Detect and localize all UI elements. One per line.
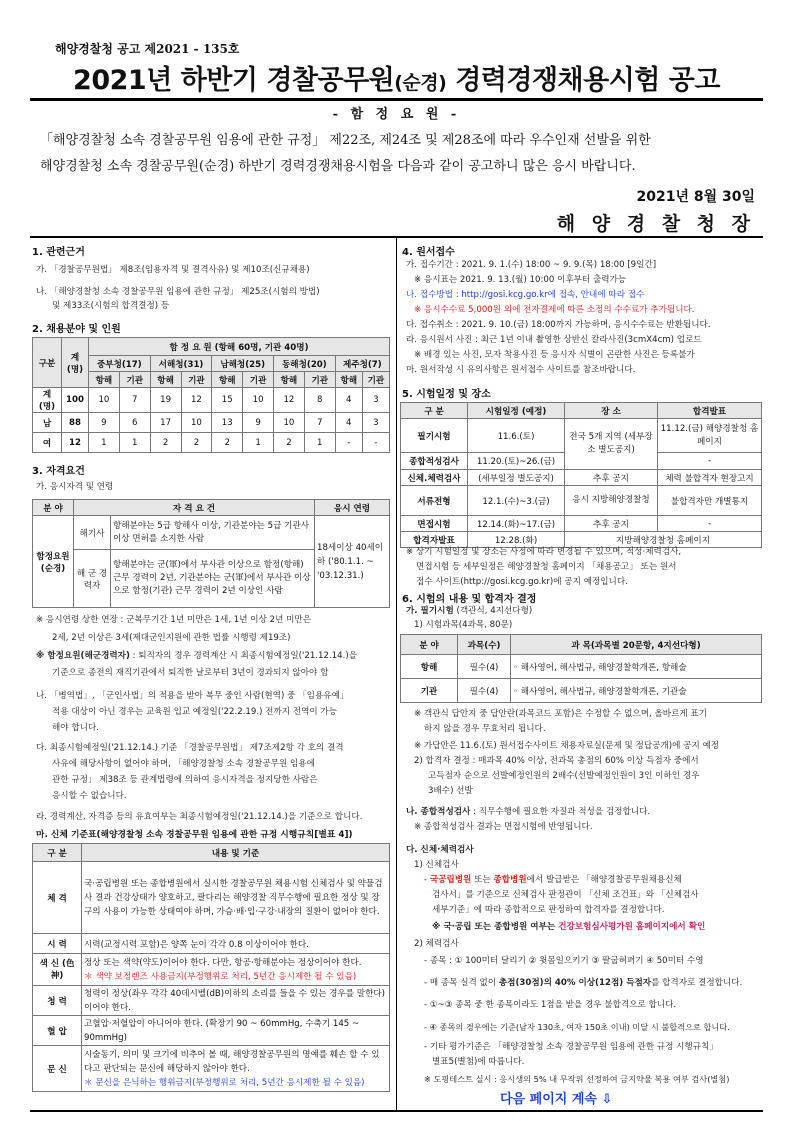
title-end: 경력경쟁채용시험 공고 [446,65,720,96]
rt-cell: 1 [304,433,335,453]
rt-cell: 9 [243,413,274,433]
rt-cell: 6 [119,413,150,433]
s6-c1a-or: 또는 [471,875,494,885]
rt-h-total: 함 정 요 원 (항해 60명, 기관 40명) [89,338,390,356]
bt-label: 체 격 [33,862,82,934]
rt-cell: - [335,433,362,453]
rt-cell: 2 [181,433,212,453]
qt-r2-text: 항해분야는 군(軍)에서 부사관 이상으로 함정(항해) 근무 경력이 2년, 기관분야는 군(軍)에서 부사관 이상으로 함정(기관) 근무 경력이 2년 이상인 사람 [111,550,315,608]
s4-item-c: 다. 접수취소 : 2021. 9. 10.(금) 18:00까지 가능하며, 응시수수료는 반환됩니다. [406,320,711,330]
table-row [401,486,762,516]
st-result: - [658,516,762,532]
rt-cell: 15 [212,388,243,413]
rt-sub: 기관 [119,372,150,388]
bt-text: 국·공립병원 또는 종합병원에서 실시한 경찰공무원 채용시험 신체검사 및 약물검사 결과 건강상태가 양호하고, 팔다리는 해양경찰 직무수행에 필요한 정상 및 장구의 사용이 가능한 상태여야 하며, 가슴·배·입·구강·내장의 질환이 없어야 한다. [82,862,390,934]
st-label: 신체.체력검사 [401,470,468,486]
rt-sub: 항해 [212,372,243,388]
bt-label: 청 력 [33,986,82,1016]
sj-field: 항해 [401,655,458,679]
table-row [33,433,390,453]
intro-line-1: 「해양경찰청 소속 경찰공무원 임용에 관한 규정」 제22조, 제24조 및 제28조에 따라 우수인재 선발을 위한 [40,133,651,148]
s6-a-bold: 가. 필기시험 [406,606,454,616]
notice-date: 2021년 8월 30일 [636,189,755,205]
s3-note-2a [36,649,357,663]
s3-item-ma: 마. 신체 기준표(해양경찰청 소속 경찰공무원 임용에 관한 규정 시행규칙[별표 4]) [36,830,353,840]
rt-row-total: 12 [62,433,89,453]
s6-c2b-bold: 총점(30점)의 40% 이상(12점) 득점자 [498,978,652,988]
notice-number: 해양경찰청 공고 제2021 - 135호 [55,42,240,56]
s6-c2b-2: 를 합격자로 결정합니다. [651,978,743,988]
s6-note-c1 [432,920,705,934]
st-h: 구 분 [401,403,468,419]
rt-cell: 1 [243,433,274,453]
st-place: 응시 지방해양경찰청 [565,486,658,516]
body-standard-table [32,843,390,1092]
column-divider [396,238,397,1110]
qt-age: 18세이상 40세이하 ('80.1.1. ~ '03.12.31.) [315,516,390,608]
s6-c2b-1: - 매 종목 실격 없이 [424,978,499,988]
section-5-heading: 5. 시험일정 및 장소 [402,389,491,400]
s6-item-c2a: - 종목 : ① 100미터 달리기 ② 윗몸일으키기 ③ 팔굽혀펴기 ④ 50미터 수영 [424,956,704,966]
s3-item-da3: 관한 규정」 제38조 등 관계법령에 의하여 응시자격을 정지당한 사람은 [52,775,318,785]
continue-next-page: 다음 페이지 계속 ⇩ [500,1092,613,1107]
st-date: 11.20.(토)~26.(금) [468,453,565,470]
s3-item-da1: 다. 최종시험예정일('21.12.14.) 기준 「경찰공무원법」 제7조제2항 각 호의 결격 [36,743,344,753]
table-row [33,986,390,1016]
s5-note-2: 면접시험 등 세부일정은 해양경찰청 홈페이지 「채용공고」 또는 원서 [416,562,677,572]
st-label: 필기시험 [401,419,468,453]
st-place: 지방해양경찰청 홈페이지 [565,532,762,548]
bt-text: 고혈압·저혈압이 아니어야 한다. (확장기 90 ~ 60mmHg, 수축기 145 ~ 90mmHg) [82,1016,390,1046]
table-row [33,954,390,986]
s3-item-a: 가. 응시자격 및 연령 [36,482,114,492]
qt-r2-label: 해 군 경력자 [74,550,111,608]
st-h: 합격발표 [658,403,762,419]
s3-note-1b: 2세, 2년 이상은 3세(제대군인지원에 관한 법률 시행령 제19조) [52,633,291,643]
s4-item-d: 라. 응시원서 사진 : 최근 1년 이내 촬영한 상반신 칼라사진(3cmX4cm) 업로드 [406,335,702,345]
rt-row-label: 여 [33,433,62,453]
rt-cell: 3 [362,388,389,413]
s6-b-bold: 나. 종합적성검사 [406,807,471,817]
table-row [401,470,762,486]
s4-item-a: 가. 접수기간 : 2021. 9. 1.(수) 18:00 ~ 9. 9.(목) 18:00 [9일간] [406,260,657,270]
bt-text: 시력(교정시력 포함)은 양쪽 눈이 각각 0.8 이상이어야 한다. [82,934,390,954]
table-row [401,516,762,532]
rt-region: 남해청(25) [212,356,274,372]
rt-cell: 12 [181,388,212,413]
qt-r1-text: 항해분야는 5급 항해사 이상, 기관분야는 5급 기관사 이상 면허를 소지한 사람 [111,516,315,550]
s6-c1a-rest: 에서 발급받은 「해양경찰공무원채용신체 [526,875,682,885]
rt-row-total: 100 [62,388,89,413]
table-row [33,388,390,413]
st-date: 11.6.(토) [468,419,565,453]
s5-note-1: ※ 상기 시험일정 및 장소는 사정에 따라 변경될 수 있으며, 적성·체력검사, [406,547,682,557]
rt-sub: 항해 [274,372,305,388]
s6-b-rest: : 직무수행에 필요한 자질과 적성을 검정합니다. [470,807,651,817]
s6-note-c2f: ※ 도핑테스트 실시 : 응시생의 5% 내 무작위 선정하여 금지약물 복용 여부 검사(별첨) [424,1074,730,1084]
rt-cell: 2 [212,433,243,453]
subjects-table [400,634,762,703]
rt-row-label: 계(명) [33,388,62,413]
bt-label: 문 신 [33,1046,82,1092]
s5-note-3: 접수 사이트(http://gosi.kcg.go.kr)에 공지 예정입니다. [416,577,628,587]
s4-note-b: ※ 응시수수료 5,000원 외에 전자결제에 따른 소정의 수수료가 추가됩니다. [414,305,695,315]
s6-note-c1-link: 건강보험심사평가원 홈페이지에서 확인 [558,922,706,932]
s6-item-c1a [424,873,682,887]
s6-item-a2c: 3배수) 선발 [428,786,473,796]
rt-sub: 기관 [304,372,335,388]
rt-sub: 항해 [335,372,362,388]
rt-cell: 19 [150,388,181,413]
table-row [33,862,390,934]
s6-note-c1-text: ※ 국·공립 또는 종합병원 여부는 [432,922,559,932]
st-place: 추후 공지 [565,470,658,486]
sj-h: 과 목(과목별 20문항, 4지선다형) [511,635,762,655]
s6-item-c2e1: - 기타 평가기준은 「해양경찰청 소속 경찰공무원 임용에 관한 규정 시행규칙」 [424,1042,718,1052]
st-label: 면접시험 [401,516,468,532]
rt-h-gubun: 구분 [33,338,62,388]
s6-item-c1: 1) 신체검사 [414,860,459,870]
rt-cell: 10 [243,388,274,413]
sj-count: 필수(4) [458,655,511,679]
st-label: 종합적성검사 [401,453,468,470]
rt-h-gye: 계(명) [62,338,89,388]
s6-item-a2b: 고득점자 순으로 선발예정인원의 2배수(선발예정인원이 3인 이하인 경우 [428,771,700,781]
rt-cell: - [362,433,389,453]
s3-item-na3: 해야 합니다. [52,723,99,733]
table-row [33,1046,390,1092]
s3-item-na1: 나. 「병역법」, 「군인사법」의 적용을 받아 복무 중인 사람(현역) 중 「임용유예」 [36,691,349,701]
rt-sub: 기관 [362,372,389,388]
st-date: 12.28.(화) [468,532,565,548]
s3-note-1a: ※ 응시연령 상한 연장 : 군복무기간 1년 미만은 1세, 1년 이상 2년 미만은 [36,615,312,625]
qt-h-req: 자 격 요 건 [74,500,315,516]
qt-h-field: 분 야 [33,500,74,516]
s6-item-c1c: 세부기준」에 따라 종합적으로 판정하여 합격자를 결정합니다. [432,905,665,915]
rt-cell: 4 [335,388,362,413]
rt-row-total: 88 [62,413,89,433]
bt-text: 청력이 정상(좌우 각각 40데시벨(dB)이하의 소리를 들을 수 있는 경우를 말한다)이어야 한다. [82,986,390,1016]
rt-region: 서해청(31) [150,356,212,372]
bt-label: 색 신 (色 神) [33,954,82,986]
s4-item-e: 마. 원서작성 시 유의사항은 원서접수 사이트를 참조바랍니다. [406,365,636,375]
s3-note-2-text: : 퇴직자의 경우 경력계산 시 최종시험예정일('21.12.14.)을 [129,651,358,661]
rt-sub: 항해 [89,372,120,388]
rt-cell: 1 [89,433,120,453]
qt-r1-label: 해기사 [74,516,111,550]
sj-subjects: ◦ 해사영어, 해사법규, 해양경찰학개론, 항해술 [511,655,762,679]
rt-cell: 2 [150,433,181,453]
page-title [0,58,793,97]
s4-item-b[interactable]: 나. 접수방법 : http://gosi.kcg.go.kr에 접속, 안내에 따라 접수 [406,290,645,300]
s6-item-a1: 1) 시험과목(4과목, 80문) [414,620,513,630]
st-label: 합격자발표 [401,532,468,548]
rt-cell: 10 [181,413,212,433]
s1-item-b2: 및 제33조(시험의 합격결정) 등 [52,301,170,311]
s4-note-d: ※ 배경 있는 사진, 모자 착용사진 등 응시자 식별이 곤란한 사진은 등록불가 [414,350,695,360]
bt-note: ＊ 문신을 은닉하는 행위금지(부정행위로 처리, 5년간 응시제한 될 수 있음) [84,1077,365,1088]
st-label: 서류전형 [401,486,468,516]
s3-note-2-bold: ※ 함정요원(해군경력자) [36,651,130,661]
qt-field: 함정요원(순경) [33,516,74,608]
rt-cell: 7 [119,388,150,413]
title-main: 2021년 하반기 경찰공무원 [73,65,395,96]
st-result: 11.12.(금) 해양경찰청 홈페이지 [658,419,762,453]
st-h: 장 소 [565,403,658,419]
rt-cell: 4 [335,413,362,433]
rt-cell: 10 [89,388,120,413]
sj-field: 기관 [401,679,458,703]
table-row [401,655,762,679]
s1-item-a: 가. 「경찰공무원법」 제8조(임용자격 및 결격사유) 및 제10조(신규채용) [36,265,310,275]
s6-c1a-red2: 종합병원 [493,875,527,885]
rt-cell: 2 [274,433,305,453]
table-row [33,413,390,433]
rt-cell: 8 [304,388,335,413]
rt-cell: 1 [119,433,150,453]
rt-cell: 13 [212,413,243,433]
title-small: (순경) [394,72,447,94]
title-rule [30,98,763,101]
s3-item-da2: 사유에 해당사항이 없어야 하며, 「해양경찰청 소속 경찰공무원 임용에 [52,759,315,769]
st-date: (세부일정 별도공지) [468,470,565,486]
st-result: 불합격자만 개별통지 [658,486,762,516]
bt-label: 시 력 [33,934,82,954]
s6-item-b [406,805,650,819]
qt-h-age: 응시 연령 [315,500,390,516]
s6-note-1a: ※ 객관식 답안지 중 답안란(과목코드 포함)은 수정할 수 없으며, 올바르게 표기 [414,709,708,719]
schedule-table [400,402,762,548]
s1-item-b1: 나. 「해양경찰청 소속 경찰공무원 임용에 관한 규정」 제25조(시험의 방법) [36,287,320,297]
s6-item-a2a: 2) 합격자 결정 : 매과목 40% 이상, 전과목 총점의 60% 이상 득점자 중에서 [414,756,699,766]
rt-cell: 12 [274,388,305,413]
rt-cell: 3 [362,413,389,433]
rt-region: 중부청(17) [89,356,151,372]
sj-count: 필수(4) [458,679,511,703]
table-row [401,679,762,703]
s6-item-a [406,604,532,618]
intro-line-2: 해양경찰청 소속 경찰공무원(순경) 하반기 경력경쟁채용시험을 다음과 같이 공고하니 많은 응시 바랍니다. [40,159,636,174]
table-row [33,934,390,954]
s6-note-1b: 하지 않을 경우 무효처리 됩니다. [424,724,546,734]
sj-h: 분 야 [401,635,458,655]
s6-a-rest: (객관식, 4지선다형) [453,606,533,616]
rt-cell: 17 [150,413,181,433]
s6-item-c1b: 검사서」를 기준으로 신체검사 판정관이 「신체 조건표」와 「신체검사 [432,890,699,900]
section-6-heading: 6. 시험의 내용 및 합격자 결정 [402,594,537,605]
s4-note-a: ※ 응시표는 2021. 9. 13.(월) 10:00 이후부터 출력가능 [414,275,627,285]
section-4-heading: 4. 원서접수 [402,247,455,258]
st-date: 12.1.(수)~3.(금) [468,486,565,516]
bottom-rule [30,1110,763,1112]
table-row [401,419,762,453]
bt-text: 정상 또는 색약(약도)이어야 한다. 다만, 항공·항해분야는 정상이어야 한다. [84,957,362,968]
s6-item-c2c: - ①~③ 종목 중 한 종목이라도 1점을 받을 경우 불합격으로 합니다. [424,1000,677,1010]
s6-item-c: 다. 신체·체력검사 [406,845,474,855]
section-1-heading: 1. 관련근거 [32,247,85,258]
subtitle: - 함 정 요 원 - [332,107,461,122]
rt-region: 제주청(7) [335,356,389,372]
s3-item-na2: 적용 대상이 아닌 경우는 교육원 입교 예정일('22.2.19.) 전까지 전역이 가능 [52,707,338,717]
bt-text: 시술동기, 의미 및 크기에 비추어 볼 때, 해양경찰공무원의 명예를 훼손 할 수 있다고 판단되는 문신에 해당하지 않아야 한다. [84,1049,380,1074]
bt-label: 혈 압 [33,1016,82,1046]
st-place: 추후 공지 [565,516,658,532]
rt-cell: 10 [274,413,305,433]
sj-h: 과목(수) [458,635,511,655]
s3-item-da4: 응시할 수 없습니다. [52,791,127,801]
s6-note-2: ※ 가답안은 11.6.(토) 원서접수사이트 채용자료실(문제 및 정답공개)에 공지 예정 [414,741,720,751]
s6-item-c2b [424,976,742,990]
recruitment-table [32,337,390,453]
rt-cell: 7 [304,413,335,433]
rt-sub: 항해 [150,372,181,388]
s6-item-c2: 2) 체력검사 [414,939,459,949]
rt-sub: 기관 [181,372,212,388]
s6-item-c2d: - ④ 종목의 경우에는 기준(남자 130초, 여자 150초 이내) 미달 시 불합격으로 합니다. [424,1022,730,1032]
section-2-heading: 2. 채용분야 및 인원 [32,324,121,335]
section-3-heading: 3. 자격요건 [32,466,85,477]
s3-note-2b: 기준으로 종전의 재직기관에서 퇴직한 날로부터 3년이 경과되지 않아야 함 [52,668,329,678]
table-row [33,1016,390,1046]
s6-c1a-red1: 국공립병원 [429,875,472,885]
bt-note: ＊ 색약 보정렌즈 사용금지(부정행위로 처리, 5년간 응시제한 될 수 있음) [84,971,357,982]
st-h: 시험일정 (예정) [468,403,565,419]
sj-subjects: ◦ 해사영어, 해사법규, 해양경찰학개론, 기관술 [511,679,762,703]
bt-h1: 구 분 [33,844,82,862]
st-result: - [658,453,762,470]
rt-region: 동해청(20) [274,356,336,372]
st-date: 12.14.(화)~17.(금) [468,516,565,532]
s6-note-b: ※ 종합적성검사 결과는 면접시험에 반영됩니다. [414,822,593,832]
bt-h2: 내용 및 기준 [82,844,390,862]
rt-cell: 9 [89,413,120,433]
rt-sub: 기관 [243,372,274,388]
s3-item-ra: 라. 경력계산, 자격증 등의 유효여부는 최종시험예정일('21.12.14.)을 기준으로 합니다. [36,812,363,822]
st-place: 전국 5개 지역 (세부장소 별도공지) [565,419,658,470]
qualification-table [32,499,390,608]
s6-item-c2e2: 별표5(별첨)에 따릅니다. [432,1057,525,1067]
st-result: 체력 불합격자 현장고지 [658,470,762,486]
s6-c1a-dash: - [424,875,430,885]
authority: 해 양 경 찰 청 장 [556,213,755,235]
rt-row-label: 남 [33,413,62,433]
